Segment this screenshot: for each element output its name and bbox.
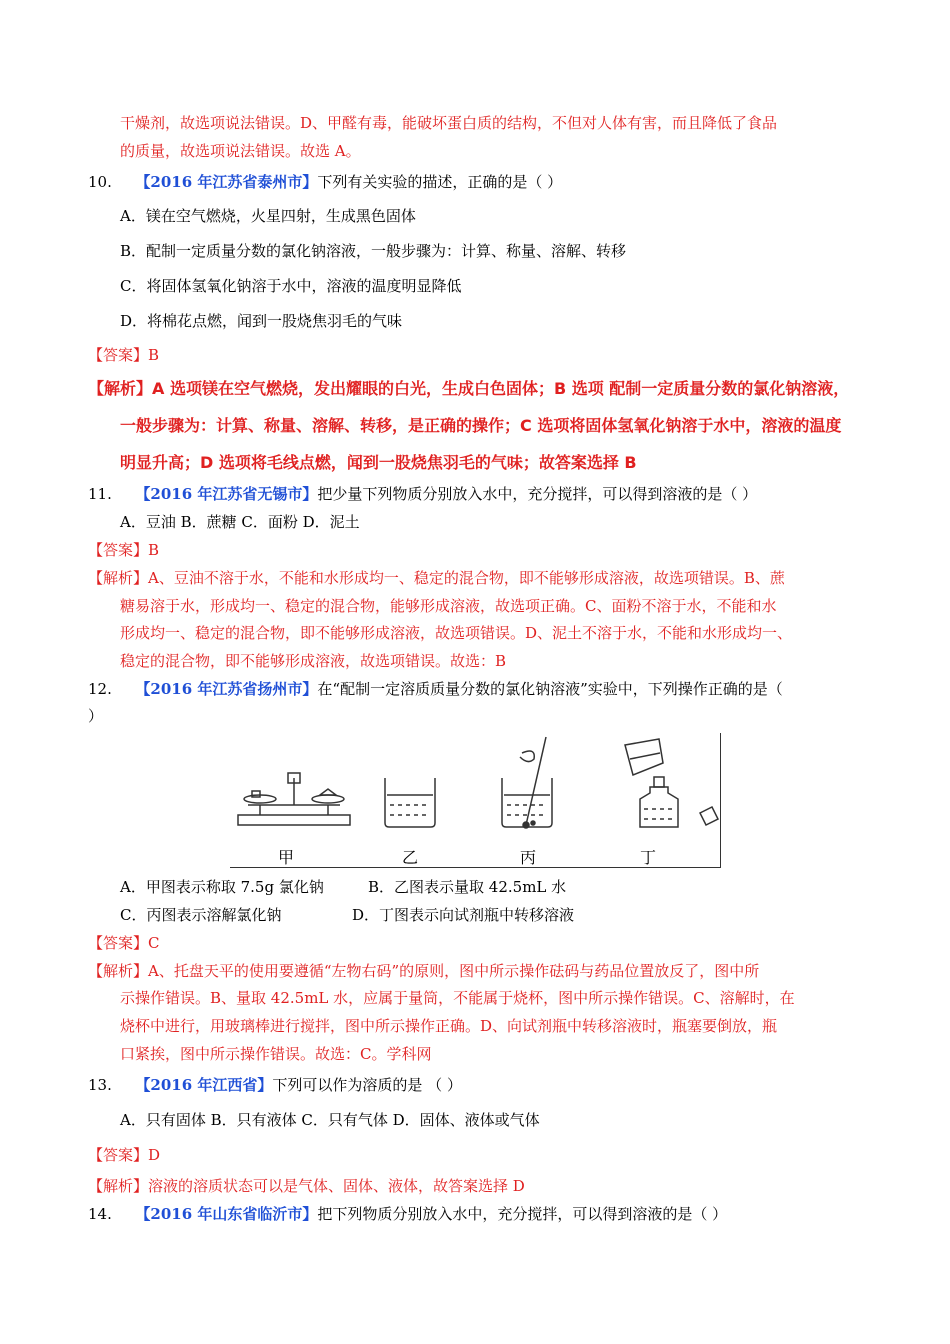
question-12 bbox=[88, 679, 783, 699]
analysis-line: 【解析】溶液的溶质状态可以是气体、固体、液体，故答案选择 D bbox=[88, 1177, 525, 1195]
figure-label-yi: 乙 bbox=[402, 848, 419, 867]
analysis-line-1: 【解析】A 选项镁在空气燃烧，发出耀眼的白光，生成白色固体；B 选项 配制一定质量分数的氯化钠溶液， bbox=[88, 379, 850, 398]
option-a: A．镁在空气燃烧，火星四射，生成黑色固体 bbox=[120, 207, 416, 225]
answer-value: D bbox=[148, 1146, 161, 1164]
option-c: C．将固体氢氧化钠溶于水中，溶液的温度明显降低 bbox=[120, 277, 462, 295]
option-b: B．配制一定质量分数的氯化钠溶液，一般步骤为：计算、称量、溶解、转移 bbox=[120, 242, 627, 260]
analysis-tag: 【解析】 bbox=[88, 1177, 149, 1195]
stirring-beaker-icon bbox=[502, 737, 552, 828]
answer-tag: 【答案】 bbox=[88, 346, 149, 364]
answer-line bbox=[88, 540, 159, 560]
analysis-line-2: 示操作错误。B、量取 42.5mL 水，应属于量筒，不能属于烧杯，图中所示操作错误。C、溶解时，在 bbox=[120, 989, 795, 1007]
lab-apparatus-figure bbox=[230, 733, 721, 868]
question-stem: 下列有关实验的描述，正确的是（ ） bbox=[317, 173, 563, 191]
figure-label-jia: 甲 bbox=[278, 848, 295, 867]
answer-line bbox=[88, 1145, 160, 1165]
question-14 bbox=[88, 1204, 727, 1224]
figure-label-ding: 丁 bbox=[640, 848, 657, 867]
question-source: 【2016 年江苏省泰州市】 bbox=[135, 173, 318, 191]
answer-tag: 【答案】 bbox=[88, 1146, 149, 1164]
question-number: 11. bbox=[88, 485, 112, 503]
question-stem: 在“配制一定溶质质量分数的氯化钠溶液”实验中，下列操作正确的是（ bbox=[317, 680, 783, 698]
question-13 bbox=[88, 1075, 462, 1095]
analysis-line-2: 一般步骤为：计算、称量、溶解、转移，是正确的操作；C 选项将固体氢氧化钠溶于水中，溶液的温度 bbox=[120, 416, 842, 435]
analysis-tag: 【解析】 bbox=[88, 379, 153, 398]
question-stem: 把下列物质分别放入水中，充分搅拌，可以得到溶液的是（ ） bbox=[317, 1205, 728, 1223]
question-number: 12. bbox=[88, 680, 112, 698]
options-line: A．只有固体 B．只有液体 C．只有气体 D．固体、液体或气体 bbox=[120, 1111, 540, 1129]
question-source: 【2016 年山东省临沂市】 bbox=[135, 1205, 318, 1223]
question-stem: 把少量下列物质分别放入水中，充分搅拌，可以得到溶液的是（ ） bbox=[317, 485, 758, 503]
beaker-icon bbox=[385, 778, 435, 827]
analysis-tag: 【解析】 bbox=[88, 569, 149, 587]
analysis-line-1: 【解析】A、豆油不溶于水，不能和水形成均一、稳定的混合物，即不能够形成溶液，故选项错误。B、蔗 bbox=[88, 569, 785, 587]
question-number: 14. bbox=[88, 1205, 112, 1223]
analysis-line-1: 【解析】A、托盘天平的使用要遵循“左物右码”的原则，图中所示操作砝码与药品位置放反了，图中所 bbox=[88, 962, 760, 980]
option-d: D．丁图表示向试剂瓶中转移溶液 bbox=[352, 906, 575, 924]
analysis-line-3: 烧杯中进行，用玻璃棒进行搅拌，图中所示操作正确。D、向试剂瓶中转移溶液时，瓶塞要倒放，瓶 bbox=[120, 1017, 778, 1035]
analysis-line-3: 形成均一、稳定的混合物，即不能够形成溶液，故选项错误。D、泥土不溶于水，不能和水形成均一、 bbox=[120, 624, 793, 642]
option-c: C．丙图表示溶解氯化钠 bbox=[120, 906, 282, 924]
answer-value: B bbox=[148, 346, 160, 364]
question-11 bbox=[88, 484, 757, 504]
option-a: A．甲图表示称取 7.5g 氯化钠 bbox=[120, 878, 324, 896]
intro-line-2: 的质量，故选项说法错误。故选 A。 bbox=[120, 142, 361, 160]
analysis-line-4: 口紧挨，图中所示操作错误。故选：C。学科网 bbox=[120, 1045, 432, 1063]
option-b: B．乙图表示量取 42.5mL 水 bbox=[368, 878, 567, 896]
analysis-line-2: 糖易溶于水，形成均一、稳定的混合物，能够形成溶液，故选项正确。C、面粉不溶于水，不能和水 bbox=[120, 597, 777, 615]
answer-tag: 【答案】 bbox=[88, 541, 149, 559]
option-d: D．将棉花点燃，闻到一股烧焦羽毛的气味 bbox=[120, 312, 403, 330]
question-number: 13. bbox=[88, 1076, 112, 1094]
analysis-tag: 【解析】 bbox=[88, 962, 149, 980]
question-stem-cont: ） bbox=[88, 707, 104, 725]
question-10 bbox=[88, 172, 562, 192]
balance-icon bbox=[238, 773, 350, 825]
intro-line-1: 干燥剂，故选项说法错误。D、甲醛有毒，能破坏蛋白质的结构，不但对人体有害，而且降低了食品 bbox=[120, 114, 778, 132]
question-number: 10. bbox=[88, 173, 112, 191]
answer-line bbox=[88, 345, 159, 365]
question-source: 【2016 年江苏省无锡市】 bbox=[135, 485, 318, 503]
reagent-bottle-icon bbox=[625, 739, 718, 827]
question-source: 【2016 年江西省】 bbox=[135, 1076, 273, 1094]
figure-label-bing: 丙 bbox=[520, 848, 537, 867]
options-line: A．豆油 B．蔗糖 C．面粉 D．泥土 bbox=[120, 513, 360, 531]
analysis-line-3: 明显升高；D 选项将毛线点燃，闻到一股烧焦羽毛的气味；故答案选择 B bbox=[120, 453, 637, 472]
answer-value: B bbox=[148, 541, 160, 559]
question-source: 【2016 年江苏省扬州市】 bbox=[135, 680, 318, 698]
answer-tag: 【答案】 bbox=[88, 934, 149, 952]
answer-line bbox=[88, 933, 160, 953]
analysis-line-4: 稳定的混合物，即不能够形成溶液，故选项错误。故选：B bbox=[120, 652, 507, 670]
answer-value: C bbox=[148, 934, 160, 952]
question-stem: 下列可以作为溶质的是 （ ） bbox=[272, 1076, 462, 1094]
